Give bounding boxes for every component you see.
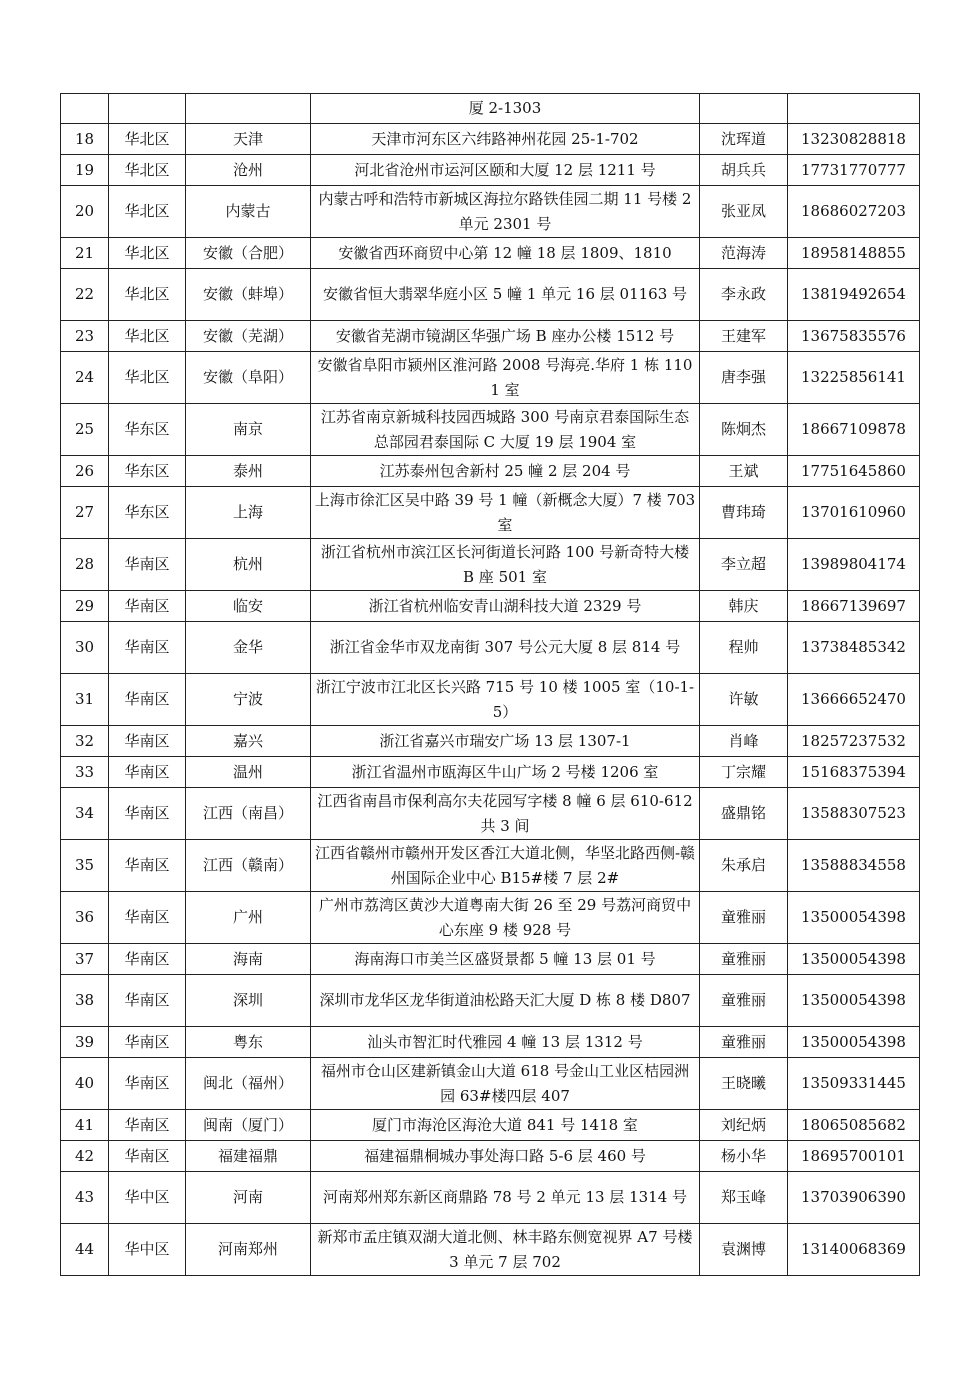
phone-cell: 13500054398 bbox=[788, 944, 920, 975]
address-cell: 深圳市龙华区龙华街道油松路天汇大厦 D 栋 8 楼 D807 bbox=[311, 975, 700, 1027]
row-number-cell: 23 bbox=[61, 321, 109, 352]
contact-name-cell: 胡兵兵 bbox=[700, 155, 788, 186]
city-cell: 内蒙古 bbox=[186, 186, 311, 238]
city-cell: 安徽（蚌埠） bbox=[186, 269, 311, 321]
address-cell: 江西省南昌市保利高尔夫花园写字楼 8 幢 6 层 610-612 共 3 间 bbox=[311, 788, 700, 840]
address-cell: 安徽省芜湖市镜湖区华强广场 B 座办公楼 1512 号 bbox=[311, 321, 700, 352]
region-cell: 华南区 bbox=[109, 840, 186, 892]
address-cell: 浙江省金华市双龙南街 307 号公元大厦 8 层 814 号 bbox=[311, 622, 700, 674]
contact-name-cell: 肖峰 bbox=[700, 726, 788, 757]
contact-table bbox=[60, 93, 920, 1276]
city-cell: 安徽（芜湖） bbox=[186, 321, 311, 352]
table-row bbox=[61, 1224, 920, 1276]
contact-name-cell: 盛鼎铭 bbox=[700, 788, 788, 840]
phone-cell: 13703906390 bbox=[788, 1172, 920, 1224]
row-number-cell: 38 bbox=[61, 975, 109, 1027]
region-cell: 华南区 bbox=[109, 788, 186, 840]
phone-cell: 13230828818 bbox=[788, 124, 920, 155]
contact-name-cell: 李永政 bbox=[700, 269, 788, 321]
address-cell: 上海市徐汇区吴中路 39 号 1 幢（新概念大厦）7 楼 703 室 bbox=[311, 487, 700, 539]
city-cell: 海南 bbox=[186, 944, 311, 975]
address-cell: 安徽省阜阳市颍州区淮河路 2008 号海亮.华府 1 栋 1101 室 bbox=[311, 352, 700, 404]
row-number-cell: 36 bbox=[61, 892, 109, 944]
address-cell: 福建福鼎桐城办事处海口路 5-6 层 460 号 bbox=[311, 1141, 700, 1172]
contact-name-cell: 许敏 bbox=[700, 674, 788, 726]
row-number-cell: 18 bbox=[61, 124, 109, 155]
contact-name-cell: 刘纪炳 bbox=[700, 1110, 788, 1141]
city-cell: 江西（南昌） bbox=[186, 788, 311, 840]
row-number-cell: 35 bbox=[61, 840, 109, 892]
table-row bbox=[61, 944, 920, 975]
table-row bbox=[61, 94, 920, 124]
phone-cell: 17731770777 bbox=[788, 155, 920, 186]
contact-name-cell: 张亚凤 bbox=[700, 186, 788, 238]
contact-name-cell: 朱承启 bbox=[700, 840, 788, 892]
phone-cell: 13738485342 bbox=[788, 622, 920, 674]
address-cell: 福州市仓山区建新镇金山大道 618 号金山工业区桔园洲园 63#楼四层 407 bbox=[311, 1058, 700, 1110]
contact-name-cell: 童雅丽 bbox=[700, 944, 788, 975]
contact-name-cell bbox=[700, 94, 788, 124]
phone-cell: 13989804174 bbox=[788, 539, 920, 591]
phone-cell: 18065085682 bbox=[788, 1110, 920, 1141]
address-cell: 安徽省西环商贸中心第 12 幢 18 层 1809、1810 bbox=[311, 238, 700, 269]
row-number-cell: 43 bbox=[61, 1172, 109, 1224]
table-row bbox=[61, 1110, 920, 1141]
region-cell: 华南区 bbox=[109, 1058, 186, 1110]
table-row bbox=[61, 487, 920, 539]
row-number-cell: 20 bbox=[61, 186, 109, 238]
contact-name-cell: 王建军 bbox=[700, 321, 788, 352]
phone-cell: 13500054398 bbox=[788, 892, 920, 944]
row-number-cell: 42 bbox=[61, 1141, 109, 1172]
region-cell: 华中区 bbox=[109, 1224, 186, 1276]
table-body bbox=[61, 94, 920, 1276]
region-cell bbox=[109, 94, 186, 124]
region-cell: 华东区 bbox=[109, 404, 186, 456]
row-number-cell: 24 bbox=[61, 352, 109, 404]
table-row bbox=[61, 622, 920, 674]
address-cell: 天津市河东区六纬路神州花园 25-1-702 bbox=[311, 124, 700, 155]
contact-name-cell: 陈炯杰 bbox=[700, 404, 788, 456]
address-cell: 河南郑州郑东新区商鼎路 78 号 2 单元 13 层 1314 号 bbox=[311, 1172, 700, 1224]
region-cell: 华东区 bbox=[109, 487, 186, 539]
row-number-cell: 41 bbox=[61, 1110, 109, 1141]
address-cell: 浙江省温州市瓯海区牛山广场 2 号楼 1206 室 bbox=[311, 757, 700, 788]
table-row bbox=[61, 456, 920, 487]
region-cell: 华北区 bbox=[109, 155, 186, 186]
table-row bbox=[61, 269, 920, 321]
phone-cell: 13140068369 bbox=[788, 1224, 920, 1276]
address-cell: 内蒙古呼和浩特市新城区海拉尔路铁佳园二期 11 号楼 2 单元 2301 号 bbox=[311, 186, 700, 238]
row-number-cell: 26 bbox=[61, 456, 109, 487]
phone-cell: 13588834558 bbox=[788, 840, 920, 892]
phone-cell: 13225856141 bbox=[788, 352, 920, 404]
city-cell: 嘉兴 bbox=[186, 726, 311, 757]
table-row bbox=[61, 726, 920, 757]
table-row bbox=[61, 1172, 920, 1224]
table-row bbox=[61, 186, 920, 238]
city-cell: 临安 bbox=[186, 591, 311, 622]
phone-cell: 13701610960 bbox=[788, 487, 920, 539]
address-cell: 河北省沧州市运河区颐和大厦 12 层 1211 号 bbox=[311, 155, 700, 186]
row-number-cell: 33 bbox=[61, 757, 109, 788]
contact-name-cell: 袁渊博 bbox=[700, 1224, 788, 1276]
region-cell: 华南区 bbox=[109, 622, 186, 674]
contact-name-cell: 李立超 bbox=[700, 539, 788, 591]
phone-cell: 18257237532 bbox=[788, 726, 920, 757]
region-cell: 华南区 bbox=[109, 892, 186, 944]
contact-name-cell: 杨小华 bbox=[700, 1141, 788, 1172]
region-cell: 华南区 bbox=[109, 539, 186, 591]
table-row bbox=[61, 1058, 920, 1110]
region-cell: 华南区 bbox=[109, 726, 186, 757]
contact-name-cell: 郑玉峰 bbox=[700, 1172, 788, 1224]
address-cell: 浙江省杭州临安青山湖科技大道 2329 号 bbox=[311, 591, 700, 622]
table-row bbox=[61, 674, 920, 726]
region-cell: 华北区 bbox=[109, 238, 186, 269]
city-cell: 河南 bbox=[186, 1172, 311, 1224]
phone-cell: 13500054398 bbox=[788, 975, 920, 1027]
city-cell: 安徽（阜阳） bbox=[186, 352, 311, 404]
contact-name-cell: 王晓曦 bbox=[700, 1058, 788, 1110]
region-cell: 华南区 bbox=[109, 944, 186, 975]
table-row bbox=[61, 1141, 920, 1172]
region-cell: 华东区 bbox=[109, 456, 186, 487]
address-cell: 厦门市海沧区海沧大道 841 号 1418 室 bbox=[311, 1110, 700, 1141]
region-cell: 华南区 bbox=[109, 591, 186, 622]
table-row bbox=[61, 352, 920, 404]
phone-cell: 18686027203 bbox=[788, 186, 920, 238]
address-cell: 浙江省嘉兴市瑞安广场 13 层 1307-1 bbox=[311, 726, 700, 757]
region-cell: 华北区 bbox=[109, 321, 186, 352]
city-cell: 温州 bbox=[186, 757, 311, 788]
contact-name-cell: 童雅丽 bbox=[700, 975, 788, 1027]
city-cell: 闽北（福州） bbox=[186, 1058, 311, 1110]
table-row bbox=[61, 404, 920, 456]
row-number-cell: 28 bbox=[61, 539, 109, 591]
region-cell: 华南区 bbox=[109, 1110, 186, 1141]
phone-cell: 13588307523 bbox=[788, 788, 920, 840]
table-row bbox=[61, 321, 920, 352]
row-number-cell: 19 bbox=[61, 155, 109, 186]
phone-cell: 13500054398 bbox=[788, 1027, 920, 1058]
phone-cell: 13819492654 bbox=[788, 269, 920, 321]
row-number-cell: 30 bbox=[61, 622, 109, 674]
address-cell: 广州市荔湾区黄沙大道粤南大街 26 至 29 号荔河商贸中心东座 9 楼 928 号 bbox=[311, 892, 700, 944]
contact-name-cell: 韩庆 bbox=[700, 591, 788, 622]
phone-cell: 15168375394 bbox=[788, 757, 920, 788]
contact-name-cell: 曹玮琦 bbox=[700, 487, 788, 539]
table-row bbox=[61, 238, 920, 269]
phone-cell: 13509331445 bbox=[788, 1058, 920, 1110]
row-number-cell: 31 bbox=[61, 674, 109, 726]
phone-cell: 18958148855 bbox=[788, 238, 920, 269]
table-row bbox=[61, 892, 920, 944]
contact-name-cell: 唐李强 bbox=[700, 352, 788, 404]
city-cell: 江西（赣南） bbox=[186, 840, 311, 892]
phone-cell: 13675835576 bbox=[788, 321, 920, 352]
row-number-cell: 44 bbox=[61, 1224, 109, 1276]
table-row bbox=[61, 840, 920, 892]
row-number-cell: 27 bbox=[61, 487, 109, 539]
region-cell: 华北区 bbox=[109, 352, 186, 404]
phone-cell: 18695700101 bbox=[788, 1141, 920, 1172]
phone-cell: 18667109878 bbox=[788, 404, 920, 456]
row-number-cell: 25 bbox=[61, 404, 109, 456]
region-cell: 华南区 bbox=[109, 975, 186, 1027]
city-cell bbox=[186, 94, 311, 124]
address-cell: 江苏省南京新城科技园西城路 300 号南京君泰国际生态总部园君泰国际 C 大厦 19 层 1904 室 bbox=[311, 404, 700, 456]
city-cell: 上海 bbox=[186, 487, 311, 539]
region-cell: 华中区 bbox=[109, 1172, 186, 1224]
city-cell: 金华 bbox=[186, 622, 311, 674]
city-cell: 杭州 bbox=[186, 539, 311, 591]
table-row bbox=[61, 757, 920, 788]
phone-cell: 13666652470 bbox=[788, 674, 920, 726]
address-cell: 海南海口市美兰区盛贤景都 5 幢 13 层 01 号 bbox=[311, 944, 700, 975]
row-number-cell: 21 bbox=[61, 238, 109, 269]
contact-name-cell: 丁宗耀 bbox=[700, 757, 788, 788]
table-row bbox=[61, 155, 920, 186]
city-cell: 安徽（合肥） bbox=[186, 238, 311, 269]
address-cell: 江西省赣州市赣州开发区香江大道北侧，华坚北路西侧-赣州国际企业中心 B15#楼 7 层 2# bbox=[311, 840, 700, 892]
address-cell: 浙江省杭州市滨江区长河街道长河路 100 号新奇特大楼 B 座 501 室 bbox=[311, 539, 700, 591]
city-cell: 粤东 bbox=[186, 1027, 311, 1058]
row-number-cell: 34 bbox=[61, 788, 109, 840]
region-cell: 华南区 bbox=[109, 1141, 186, 1172]
region-cell: 华南区 bbox=[109, 674, 186, 726]
region-cell: 华南区 bbox=[109, 1027, 186, 1058]
city-cell: 泰州 bbox=[186, 456, 311, 487]
address-cell: 汕头市智汇时代雅园 4 幢 13 层 1312 号 bbox=[311, 1027, 700, 1058]
city-cell: 天津 bbox=[186, 124, 311, 155]
region-cell: 华北区 bbox=[109, 186, 186, 238]
contact-name-cell: 王斌 bbox=[700, 456, 788, 487]
row-number-cell: 40 bbox=[61, 1058, 109, 1110]
address-cell: 厦 2-1303 bbox=[311, 94, 700, 124]
table-row bbox=[61, 788, 920, 840]
address-cell: 江苏泰州包舍新村 25 幢 2 层 204 号 bbox=[311, 456, 700, 487]
city-cell: 闽南（厦门） bbox=[186, 1110, 311, 1141]
contact-name-cell: 范海涛 bbox=[700, 238, 788, 269]
contact-name-cell: 程帅 bbox=[700, 622, 788, 674]
address-cell: 安徽省恒大翡翠华庭小区 5 幢 1 单元 16 层 01163 号 bbox=[311, 269, 700, 321]
city-cell: 深圳 bbox=[186, 975, 311, 1027]
row-number-cell: 37 bbox=[61, 944, 109, 975]
contact-name-cell: 童雅丽 bbox=[700, 1027, 788, 1058]
contact-name-cell: 沈珲道 bbox=[700, 124, 788, 155]
row-number-cell: 32 bbox=[61, 726, 109, 757]
city-cell: 南京 bbox=[186, 404, 311, 456]
city-cell: 沧州 bbox=[186, 155, 311, 186]
table-row bbox=[61, 975, 920, 1027]
row-number-cell bbox=[61, 94, 109, 124]
table-row bbox=[61, 1027, 920, 1058]
city-cell: 广州 bbox=[186, 892, 311, 944]
phone-cell bbox=[788, 94, 920, 124]
city-cell: 河南郑州 bbox=[186, 1224, 311, 1276]
contact-name-cell: 童雅丽 bbox=[700, 892, 788, 944]
phone-cell: 17751645860 bbox=[788, 456, 920, 487]
region-cell: 华南区 bbox=[109, 757, 186, 788]
table-row bbox=[61, 539, 920, 591]
address-cell: 浙江宁波市江北区长兴路 715 号 10 楼 1005 室（10-1-5） bbox=[311, 674, 700, 726]
city-cell: 福建福鼎 bbox=[186, 1141, 311, 1172]
region-cell: 华北区 bbox=[109, 269, 186, 321]
row-number-cell: 22 bbox=[61, 269, 109, 321]
row-number-cell: 29 bbox=[61, 591, 109, 622]
city-cell: 宁波 bbox=[186, 674, 311, 726]
phone-cell: 18667139697 bbox=[788, 591, 920, 622]
region-cell: 华北区 bbox=[109, 124, 186, 155]
table-row bbox=[61, 124, 920, 155]
address-cell: 新郑市孟庄镇双湖大道北侧、林丰路东侧宽视界 A7 号楼 3 单元 7 层 702 bbox=[311, 1224, 700, 1276]
table-row bbox=[61, 591, 920, 622]
row-number-cell: 39 bbox=[61, 1027, 109, 1058]
